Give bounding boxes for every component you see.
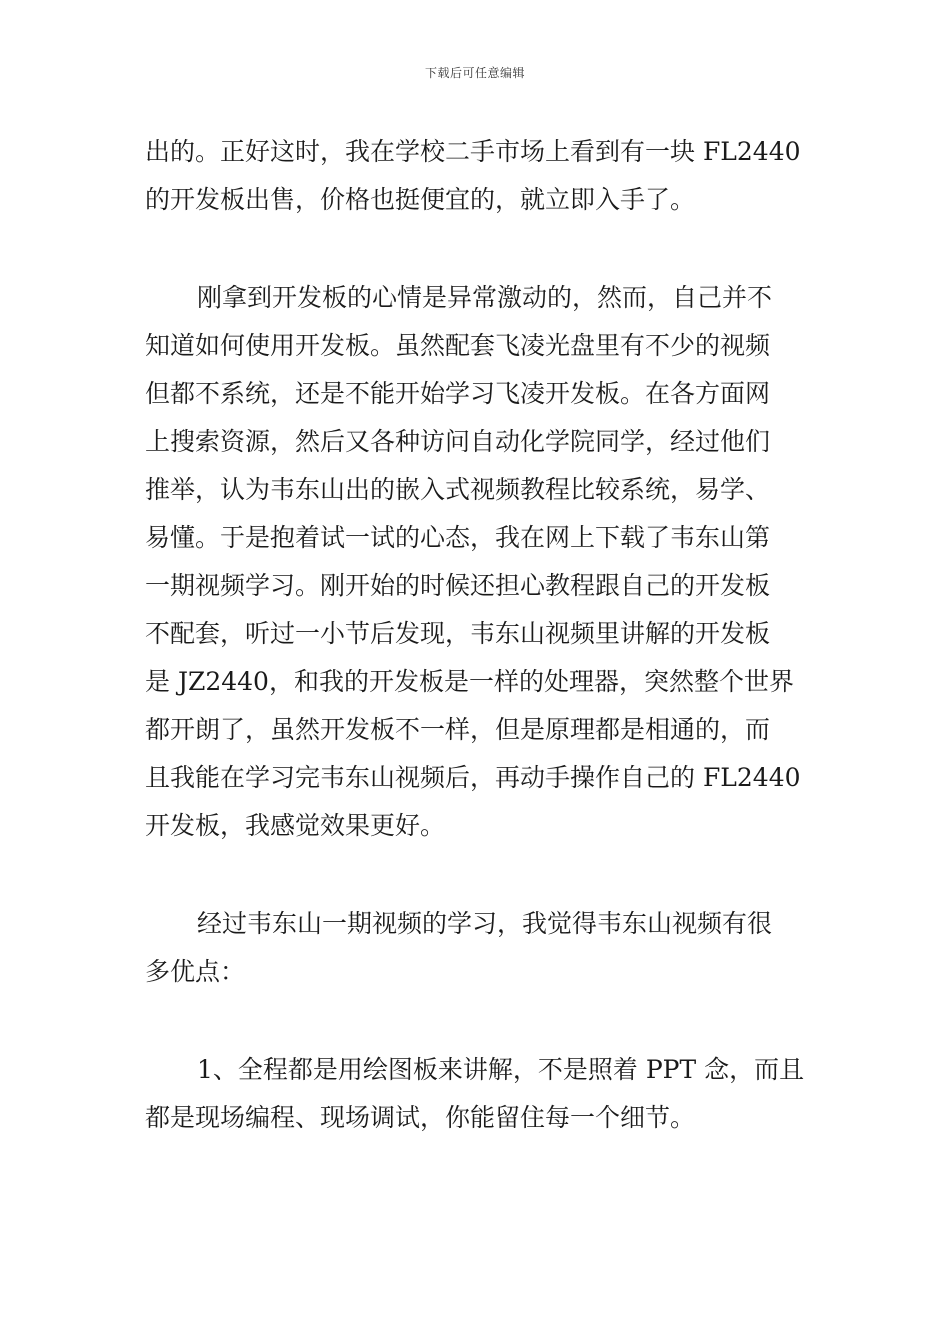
text-line: 易懂。于是抱着试一试的心态，我在网上下载了韦东山第 [145,523,771,552]
document-body [145,128,807,1192]
text-line: 不配套，听过一小节后发现，韦东山视频里讲解的开发板 [145,619,771,648]
text-line: 一期视频学习。刚开始的时候还担心教程跟自己的开发板 [145,571,771,600]
paragraph-3 [145,900,807,996]
text-line: 上搜索资源，然后又各种访问自动化学院同学，经过他们 [145,427,771,456]
text-line: 且我能在学习完韦东山视频后，再动手操作自己的 FL2440 [145,763,801,792]
text-line: 是 JZ2440，和我的开发板是一样的处理器，突然整个世界 [145,667,794,696]
text-line: 都开朗了，虽然开发板不一样，但是原理都是相通的，而 [145,715,771,744]
text-line: 知道如何使用开发板。虽然配套飞凌光盘里有不少的视频 [145,331,771,360]
paragraph-2 [145,274,807,850]
page-header: 下载后可任意编辑 [424,66,525,80]
text-line: 但都不系统，还是不能开始学习飞凌开发板。在各方面网 [145,379,771,408]
text-line: 都是现场编程、现场调试，你能留住每一个细节。 [145,1103,696,1132]
text-line: 多优点： [145,957,246,986]
text-line: 1、全程都是用绘图板来讲解，不是照着 PPT 念，而且 [197,1055,805,1084]
text-line: 推举，认为韦东山出的嵌入式视频教程比较系统，易学、 [145,475,771,504]
paragraph-4 [145,1046,807,1142]
paragraph-1 [145,128,807,224]
text-line: 出的。正好这时，我在学校二手市场上看到有一块 FL2440 [145,137,801,166]
text-line: 经过韦东山一期视频的学习，我觉得韦东山视频有很 [197,909,773,938]
text-line: 开发板，我感觉效果更好。 [145,811,446,840]
text-line: 的开发板出售，价格也挺便宜的，就立即入手了。 [145,185,696,214]
text-line: 刚拿到开发板的心情是异常激动的，然而，自己并不 [197,283,773,312]
